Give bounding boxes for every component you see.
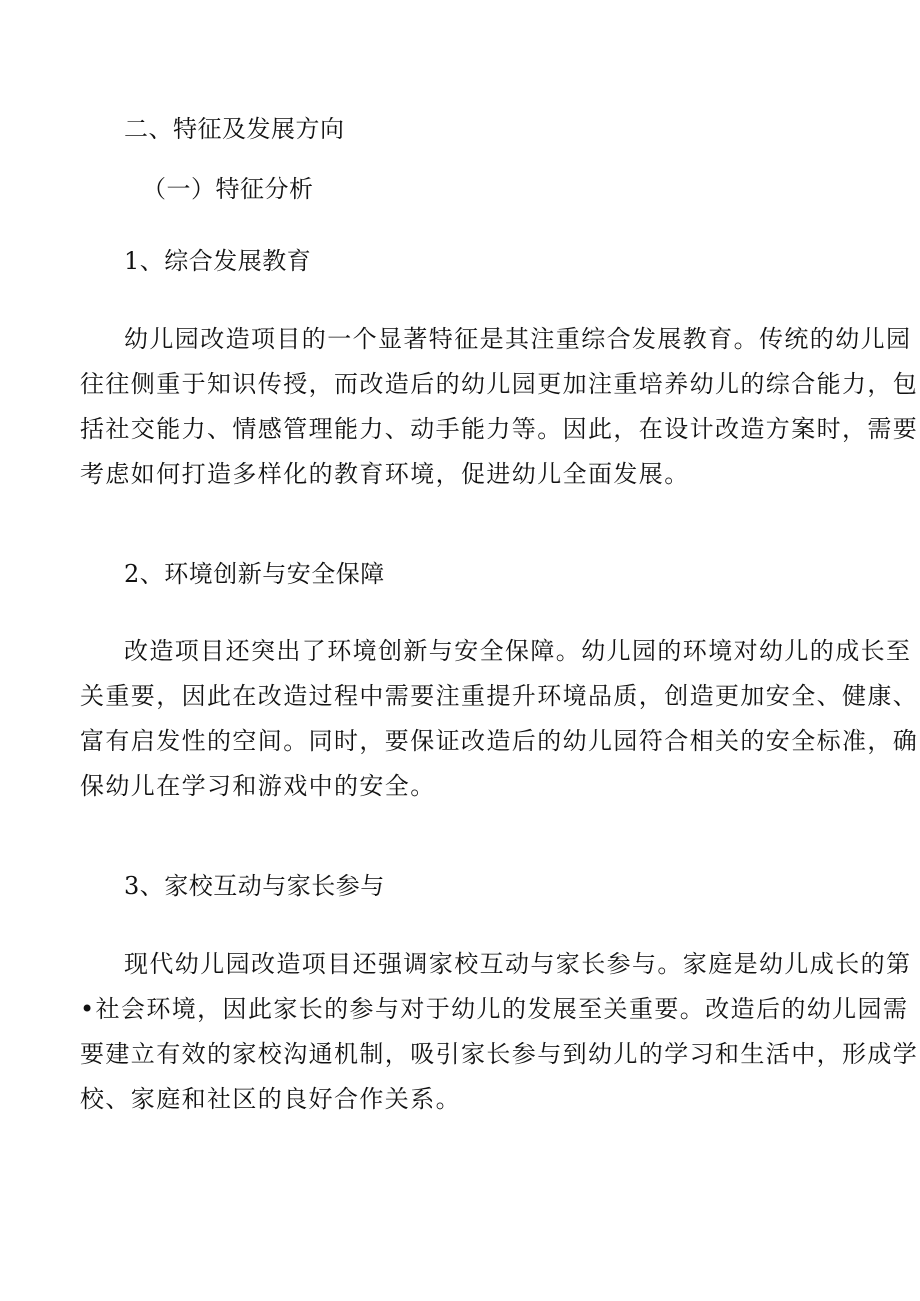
section-title: 二、特征及发展方向 (124, 115, 345, 143)
paragraph-line: 改造项目还突出了环境创新与安全保障。幼儿园的环境对幼儿的成长至 (124, 637, 912, 665)
paragraph-line: 往往侧重于知识传授，而改造后的幼儿园更加注重培养幼儿的综合能力，包 (80, 370, 919, 398)
paragraph-line: 幼儿园改造项目的一个显著特征是其注重综合发展教育。传统的幼儿园 (124, 325, 912, 353)
item-paragraph-1 (80, 317, 919, 497)
paragraph-line: 考虑如何打造多样化的教育环境，促进幼儿全面发展。 (80, 460, 690, 488)
paragraph-line: 富有启发性的空间。同时，要保证改造后的幼儿园符合相关的安全标准，确 (80, 727, 919, 755)
paragraph-line: 现代幼儿园改造项目还强调家校互动与家长参与。家庭是幼儿成长的第 (124, 950, 912, 978)
item-heading-3: 3、家校互动与家长参与 (124, 872, 385, 900)
item-paragraph-3 (80, 942, 919, 1122)
paragraph-line: 要建立有效的家校沟通机制，吸引家长参与到幼儿的学习和生活中，形成学 (80, 1040, 919, 1068)
item-paragraph-2 (80, 629, 919, 809)
paragraph-line: •社会环境，因此家长的参与对于幼儿的发展至关重要。改造后的幼儿园需 (80, 995, 909, 1023)
paragraph-line: 括社交能力、情感管理能力、动手能力等。因此，在设计改造方案时，需要 (80, 415, 919, 443)
item-heading-2: 2、环境创新与安全保障 (124, 560, 385, 588)
subsection-title: （一）特征分析 (142, 175, 314, 203)
paragraph-line: 关重要，因此在改造过程中需要注重提升环境品质，创造更加安全、健康、 (80, 682, 919, 710)
paragraph-line: 保幼儿在学习和游戏中的安全。 (80, 772, 436, 800)
item-heading-1: 1、综合发展教育 (124, 247, 312, 275)
paragraph-line: 校、家庭和社区的良好合作关系。 (80, 1085, 461, 1113)
